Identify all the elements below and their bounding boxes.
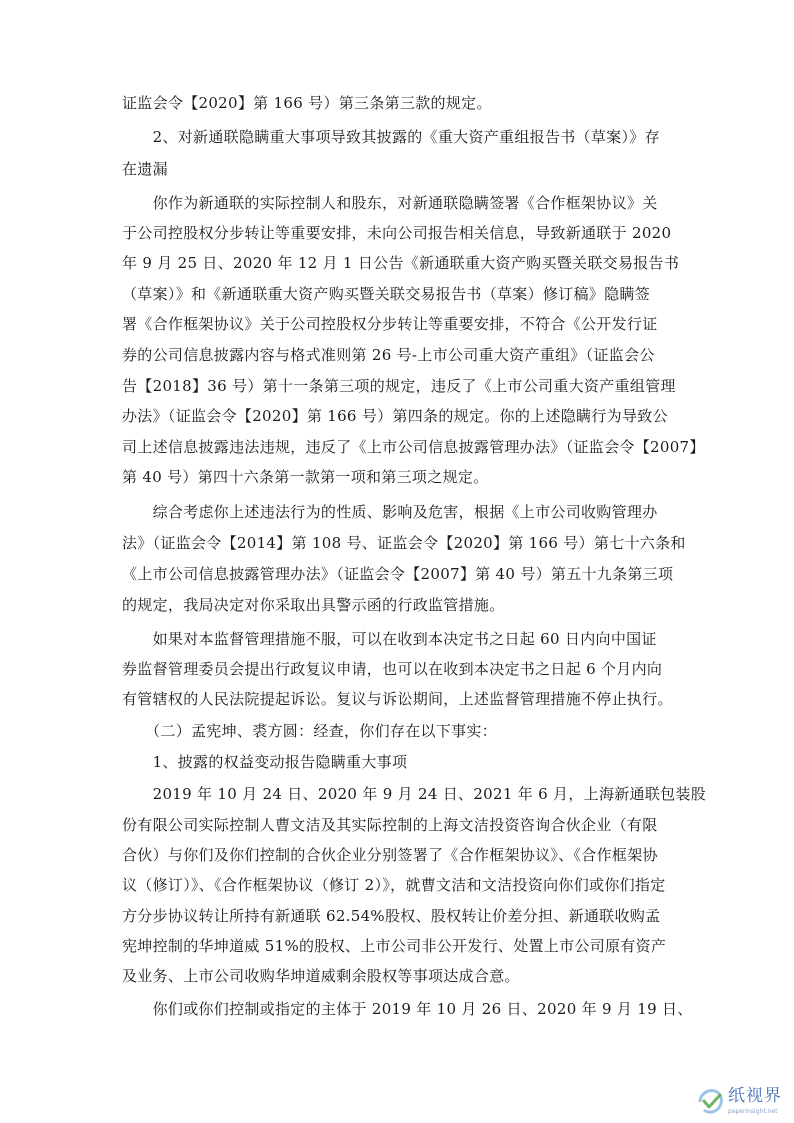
watermark: [696, 1086, 788, 1120]
text-line: 2、对新通联隐瞒重大事项导致其披露的《重大资产重组报告书（草案）》存: [122, 128, 660, 146]
text-line: 署《合作框架协议》关于公司控股权分步转让等重要安排，不符合《公开发行证: [122, 315, 658, 333]
text-line: 如果对本监督管理措施不服，可以在收到本决定书之日起 60 日内向中国证: [122, 630, 657, 648]
text-line: 在遗漏: [122, 160, 168, 178]
text-line: 你作为新通联的实际控制人和股东，对新通联隐瞒签署《合作框架协议》关: [122, 194, 658, 212]
text-line: （二）孟宪坤、裘方圆：经查，你们存在以下事实：: [122, 722, 498, 740]
text-line: 宪坤控制的华坤道威 51%的股权、上市公司非公开发行、处置上市公司原有资产: [122, 937, 667, 955]
text-line: 方分步协议转让所持有新通联 62.54%股权、股权转让价差分担、新通联收购孟: [122, 907, 661, 925]
text-line: 法》（证监会令【2014】第 108 号、证监会令【2020】第 166 号）第七十六条和: [122, 534, 686, 552]
text-line: 证监会令【2020】第 166 号）第三条第三款的规定。: [122, 94, 492, 112]
text-line: 合伙）与你们及你们控制的合伙企业分别签署了《合作框架协议》、《合作框架协: [122, 846, 658, 864]
text-line: 议（修订）》、《合作框架协议（修订 2）》，就曹文洁和文洁投资向你们或你们指定: [122, 876, 666, 894]
text-line: 告【2018】36 号）第十一条第三项的规定，违反了《上市公司重大资产重组管理: [122, 377, 676, 395]
watermark-name: 纸视界: [728, 1086, 782, 1106]
text-line: 综合考虑你上述违法行为的性质、影响及危害，根据《上市公司收购管理办: [122, 503, 658, 521]
text-line: 于公司控股权分步转让等重要安排，未向公司报告相关信息，导致新通联于 2020: [122, 224, 672, 242]
watermark-url: paperinsight.net: [728, 1108, 778, 1115]
text-line: 办法》（证监会令【2020】第 166 号）第四条的规定。你的上述隐瞒行为导致公: [122, 407, 668, 425]
text-line: 1、披露的权益变动报告隐瞒重大事项: [122, 753, 408, 771]
text-line: 《上市公司信息披露管理办法》（证监会令【2007】第 40 号）第五十九条第三项: [122, 565, 674, 583]
text-line: 司上述信息披露违法违规，违反了《上市公司信息披露管理办法》（证监会令【2007】: [122, 438, 705, 456]
text-line: 份有限公司实际控制人曹文洁及其实际控制的上海文洁投资咨询合伙企业（有限: [122, 816, 658, 834]
text-line: 年 9 月 25 日、2020 年 12 月 1 日公告《新通联重大资产购买暨关联交易报告书: [122, 254, 680, 272]
text-line: 及业务、上市公司收购华坤道威剩余股权等事项达成合意。: [122, 967, 520, 985]
text-line: 券监督管理委员会提出行政复议申请，也可以在收到本决定书之日起 6 个月内向: [122, 660, 663, 678]
text-line: 的规定，我局决定对你采取出具警示函的行政监管措施。: [122, 596, 505, 614]
text-line: 你们或你们控制或指定的主体于 2019 年 10 月 26 日、2020 年 9 月 19 日、: [122, 1000, 693, 1018]
text-line: 2019 年 10 月 24 日、2020 年 9 月 24 日、2021 年 6 月，上海新通联包装股: [122, 785, 707, 803]
text-line: 券的公司信息披露内容与格式准则第 26 号-上市公司重大资产重组》（证监会公: [122, 346, 655, 364]
text-line: 有管辖权的人民法院提起诉讼。复议与诉讼期间，上述监督管理措施不停止执行。: [122, 690, 673, 708]
paperinsight-logo-icon: [696, 1086, 726, 1116]
text-line: 第 40 号）第四十六条第一款第一项和第三项之规定。: [122, 468, 489, 486]
text-line: （草案）》和《新通联重大资产购买暨关联交易报告书（草案）修订稿》隐瞒签: [122, 285, 651, 303]
